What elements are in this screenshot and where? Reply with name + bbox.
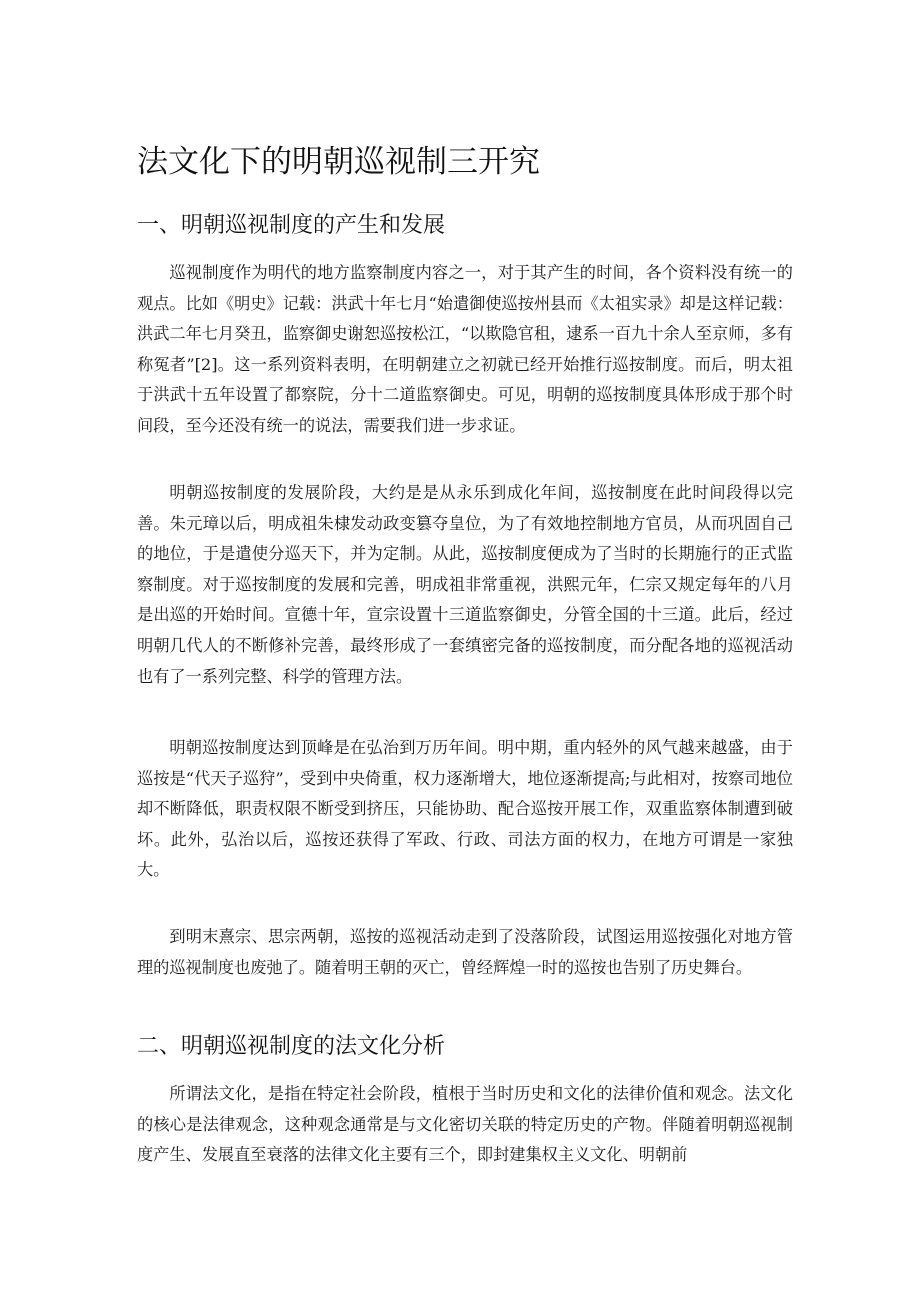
section-1-paragraph-1: 巡视制度作为明代的地方监察制度内容之一，对于其产生的时间，各个资料没有统一的观点。比如《明史》记载：洪武十年七月“始遣御使巡按州县而《太祖实录》却是这样记载：洪武二年七月癸丑，监察御史谢恕巡按松江，“以欺隐官租，逮系一百九十余人至京师，多有称冤者”[2]。这一系列资料表明，在明朝建立之初就已经开始推行巡按制度。而后，明太祖于洪武十五年设置了都察院，分十二道监察御史。可见，明朝的巡按制度具体形成于那个时间段，至今还没有统一的说法，需要我们进一步求证。 [137,263,793,435]
section-1-paragraph-4: 到明末熹宗、思宗两朝，巡按的巡视活动走到了没落阶段，试图运用巡按强化对地方管理的巡视制度也废弛了。随着明王朝的灭亡，曾经辉煌一时的巡按也告别了历史舞台。 [137,927,793,977]
section-2-paragraph-1: 所谓法文化，是指在特定社会阶段，植根于当时历史和文化的法律价值和观念。法文化的核心是法律观念，这种观念通常是与文化密切关联的特定历史的产物。伴随着明朝巡视制度产生、发展直至衰落的法律文化主要有三个，即封建集权主义文化、明朝前 [137,1084,793,1165]
section-2-heading: 二、明朝巡视制度的法文化分析 [137,1034,446,1059]
document-title: 法文化下的明朝巡视制三开究 [137,144,540,180]
section-1-paragraph-3: 明朝巡按制度达到顶峰是在弘治到万历年间。明中期，重内轻外的风气越来越盛，由于巡按是“代天子巡狩”，受到中央倚重，权力逐渐增大，地位逐渐提高;与此相对，按察司地位却不断降低，职责权限不断受到挤压，只能协助、配合巡按开展工作，双重监察体制遭到破坏。此外，弘治以后，巡按还获得了军政、行政、司法方面的权力，在地方可谓是一家独大。 [137,738,793,880]
section-1-paragraph-2: 明朝巡按制度的发展阶段，大约是是从永乐到成化年间，巡按制度在此时间段得以完善。朱元璋以后，明成祖朱棣发动政变篡夺皇位，为了有效地控制地方官员，从而巩固自己的地位，于是遣使分巡天下，并为定制。从此，巡按制度便成为了当时的长期施行的正式监察制度。对于巡按制度的发展和完善，明成祖非常重视，洪熙元年，仁宗又规定每年的八月是出巡的开始时间。宣德十年，宣宗设置十三道监察御史，分管全国的十三道。此后，经过明朝几代人的不断修补完善，最终形成了一套缜密完备的巡按制度，而分配各地的巡视活动也有了一系列完整、科学的管理方法。 [137,483,793,686]
section-1-heading: 一、明朝巡视制度的产生和发展 [137,213,446,238]
